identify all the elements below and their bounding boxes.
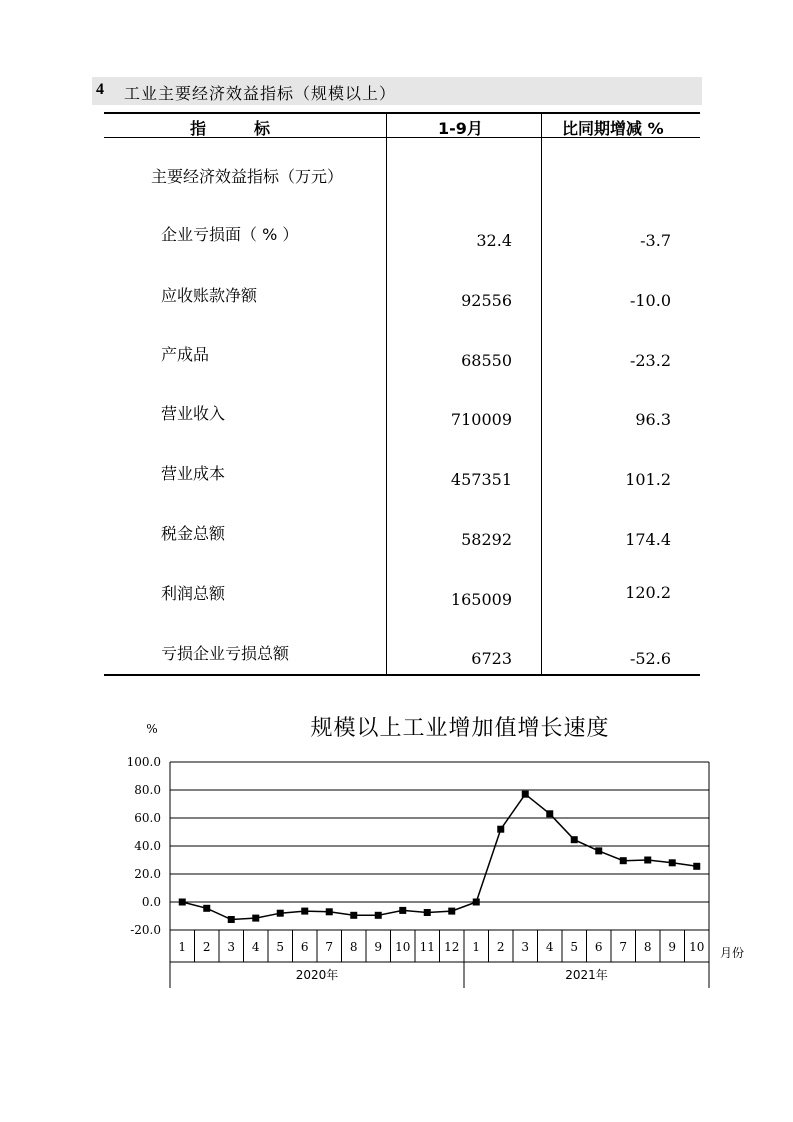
table-col-divider-1 bbox=[386, 112, 387, 676]
data-point bbox=[620, 857, 627, 864]
data-point bbox=[350, 912, 357, 919]
x-tick-label: 8 bbox=[349, 940, 358, 954]
row-value: 92556 bbox=[461, 291, 512, 310]
row-value: 58292 bbox=[461, 530, 512, 549]
data-point bbox=[399, 907, 406, 914]
y-tick-label: 40.0 bbox=[134, 839, 161, 853]
data-point bbox=[277, 910, 284, 917]
data-point bbox=[179, 899, 186, 906]
row-value: 165009 bbox=[450, 590, 512, 609]
section-title: 工业主要经济效益指标（规模以上） bbox=[124, 84, 397, 103]
y-tick-label: -20.0 bbox=[130, 923, 161, 937]
year-label: 2020年 bbox=[295, 968, 339, 982]
data-point bbox=[644, 857, 651, 864]
x-tick-label: 8 bbox=[643, 940, 652, 954]
group-label: 主要经济效益指标（万元） bbox=[151, 167, 344, 186]
chart-title: 规模以上工业增加值增长速度 bbox=[310, 716, 610, 741]
data-point bbox=[252, 915, 259, 922]
row-change: 101.2 bbox=[625, 470, 671, 489]
data-point bbox=[693, 863, 700, 870]
header-indicator: 指 标 bbox=[190, 119, 271, 138]
row-value: 6723 bbox=[471, 649, 512, 668]
x-tick-label: 5 bbox=[276, 940, 285, 954]
data-point bbox=[375, 912, 382, 919]
x-tick-label: 10 bbox=[395, 940, 411, 954]
x-tick-label: 3 bbox=[227, 940, 236, 954]
x-tick-label: 1 bbox=[472, 940, 481, 954]
x-tick-label: 7 bbox=[619, 940, 628, 954]
row-change: -10.0 bbox=[629, 291, 671, 310]
data-point bbox=[424, 909, 431, 916]
y-tick-label: 0.0 bbox=[141, 895, 161, 909]
row-label: 产成品 bbox=[161, 345, 210, 364]
x-tick-label: 5 bbox=[570, 940, 579, 954]
row-label: 营业收入 bbox=[161, 404, 226, 423]
row-value: 710009 bbox=[450, 410, 512, 429]
header-change: 比同期增减 % bbox=[562, 119, 664, 138]
data-point bbox=[571, 836, 578, 843]
x-tick-label: 6 bbox=[300, 940, 309, 954]
row-value: 68550 bbox=[461, 351, 512, 370]
row-change: -23.2 bbox=[629, 351, 671, 370]
x-tick-label: 3 bbox=[521, 940, 530, 954]
data-point bbox=[301, 908, 308, 915]
data-point bbox=[448, 908, 455, 915]
year-label: 2021年 bbox=[565, 968, 608, 982]
row-value: 457351 bbox=[450, 470, 512, 489]
x-tick-label: 11 bbox=[419, 940, 435, 954]
x-tick-label: 2 bbox=[202, 940, 211, 954]
x-tick-label: 1 bbox=[178, 940, 187, 954]
header-period: 1-9月 bbox=[438, 119, 483, 138]
row-value: 32.4 bbox=[476, 231, 512, 250]
row-label: 税金总额 bbox=[161, 524, 226, 543]
row-change: -52.6 bbox=[629, 649, 671, 668]
x-axis-label: 月份 bbox=[719, 946, 745, 960]
row-label: 营业成本 bbox=[161, 464, 226, 483]
y-axis-label: % bbox=[146, 722, 158, 736]
data-point bbox=[546, 810, 553, 817]
row-label: 应收账款净额 bbox=[161, 286, 258, 305]
data-point bbox=[326, 908, 333, 915]
data-point bbox=[203, 905, 210, 912]
series-line bbox=[182, 794, 697, 919]
y-tick-label: 100.0 bbox=[126, 755, 161, 769]
x-tick-label: 6 bbox=[594, 940, 603, 954]
section-number: 4 bbox=[96, 81, 104, 98]
row-change: -3.7 bbox=[640, 231, 671, 250]
table-col-divider-2 bbox=[541, 112, 542, 676]
data-point bbox=[669, 859, 676, 866]
x-tick-label: 12 bbox=[444, 940, 460, 954]
data-point bbox=[497, 826, 504, 833]
y-tick-label: 60.0 bbox=[134, 811, 161, 825]
x-tick-label: 9 bbox=[374, 940, 383, 954]
y-tick-label: 80.0 bbox=[134, 783, 161, 797]
data-point bbox=[595, 847, 602, 854]
row-change: 174.4 bbox=[625, 530, 671, 549]
x-tick-label: 7 bbox=[325, 940, 334, 954]
data-point bbox=[473, 899, 480, 906]
x-tick-label: 9 bbox=[668, 940, 677, 954]
row-label: 利润总额 bbox=[161, 584, 226, 603]
growth-line-chart bbox=[0, 700, 793, 1000]
data-point bbox=[522, 791, 529, 798]
table-top-rule bbox=[104, 112, 700, 114]
row-change: 120.2 bbox=[625, 583, 671, 602]
row-label: 企业亏损面（ % ） bbox=[161, 225, 299, 244]
x-tick-label: 10 bbox=[689, 940, 705, 954]
table-bottom-rule bbox=[104, 674, 700, 676]
x-tick-label: 2 bbox=[496, 940, 505, 954]
x-tick-label: 4 bbox=[251, 940, 260, 954]
row-change: 96.3 bbox=[635, 410, 671, 429]
row-label: 亏损企业亏损总额 bbox=[161, 644, 290, 663]
data-point bbox=[228, 916, 235, 923]
section-header bbox=[92, 77, 702, 105]
x-tick-label: 4 bbox=[545, 940, 554, 954]
y-tick-label: 20.0 bbox=[134, 867, 161, 881]
